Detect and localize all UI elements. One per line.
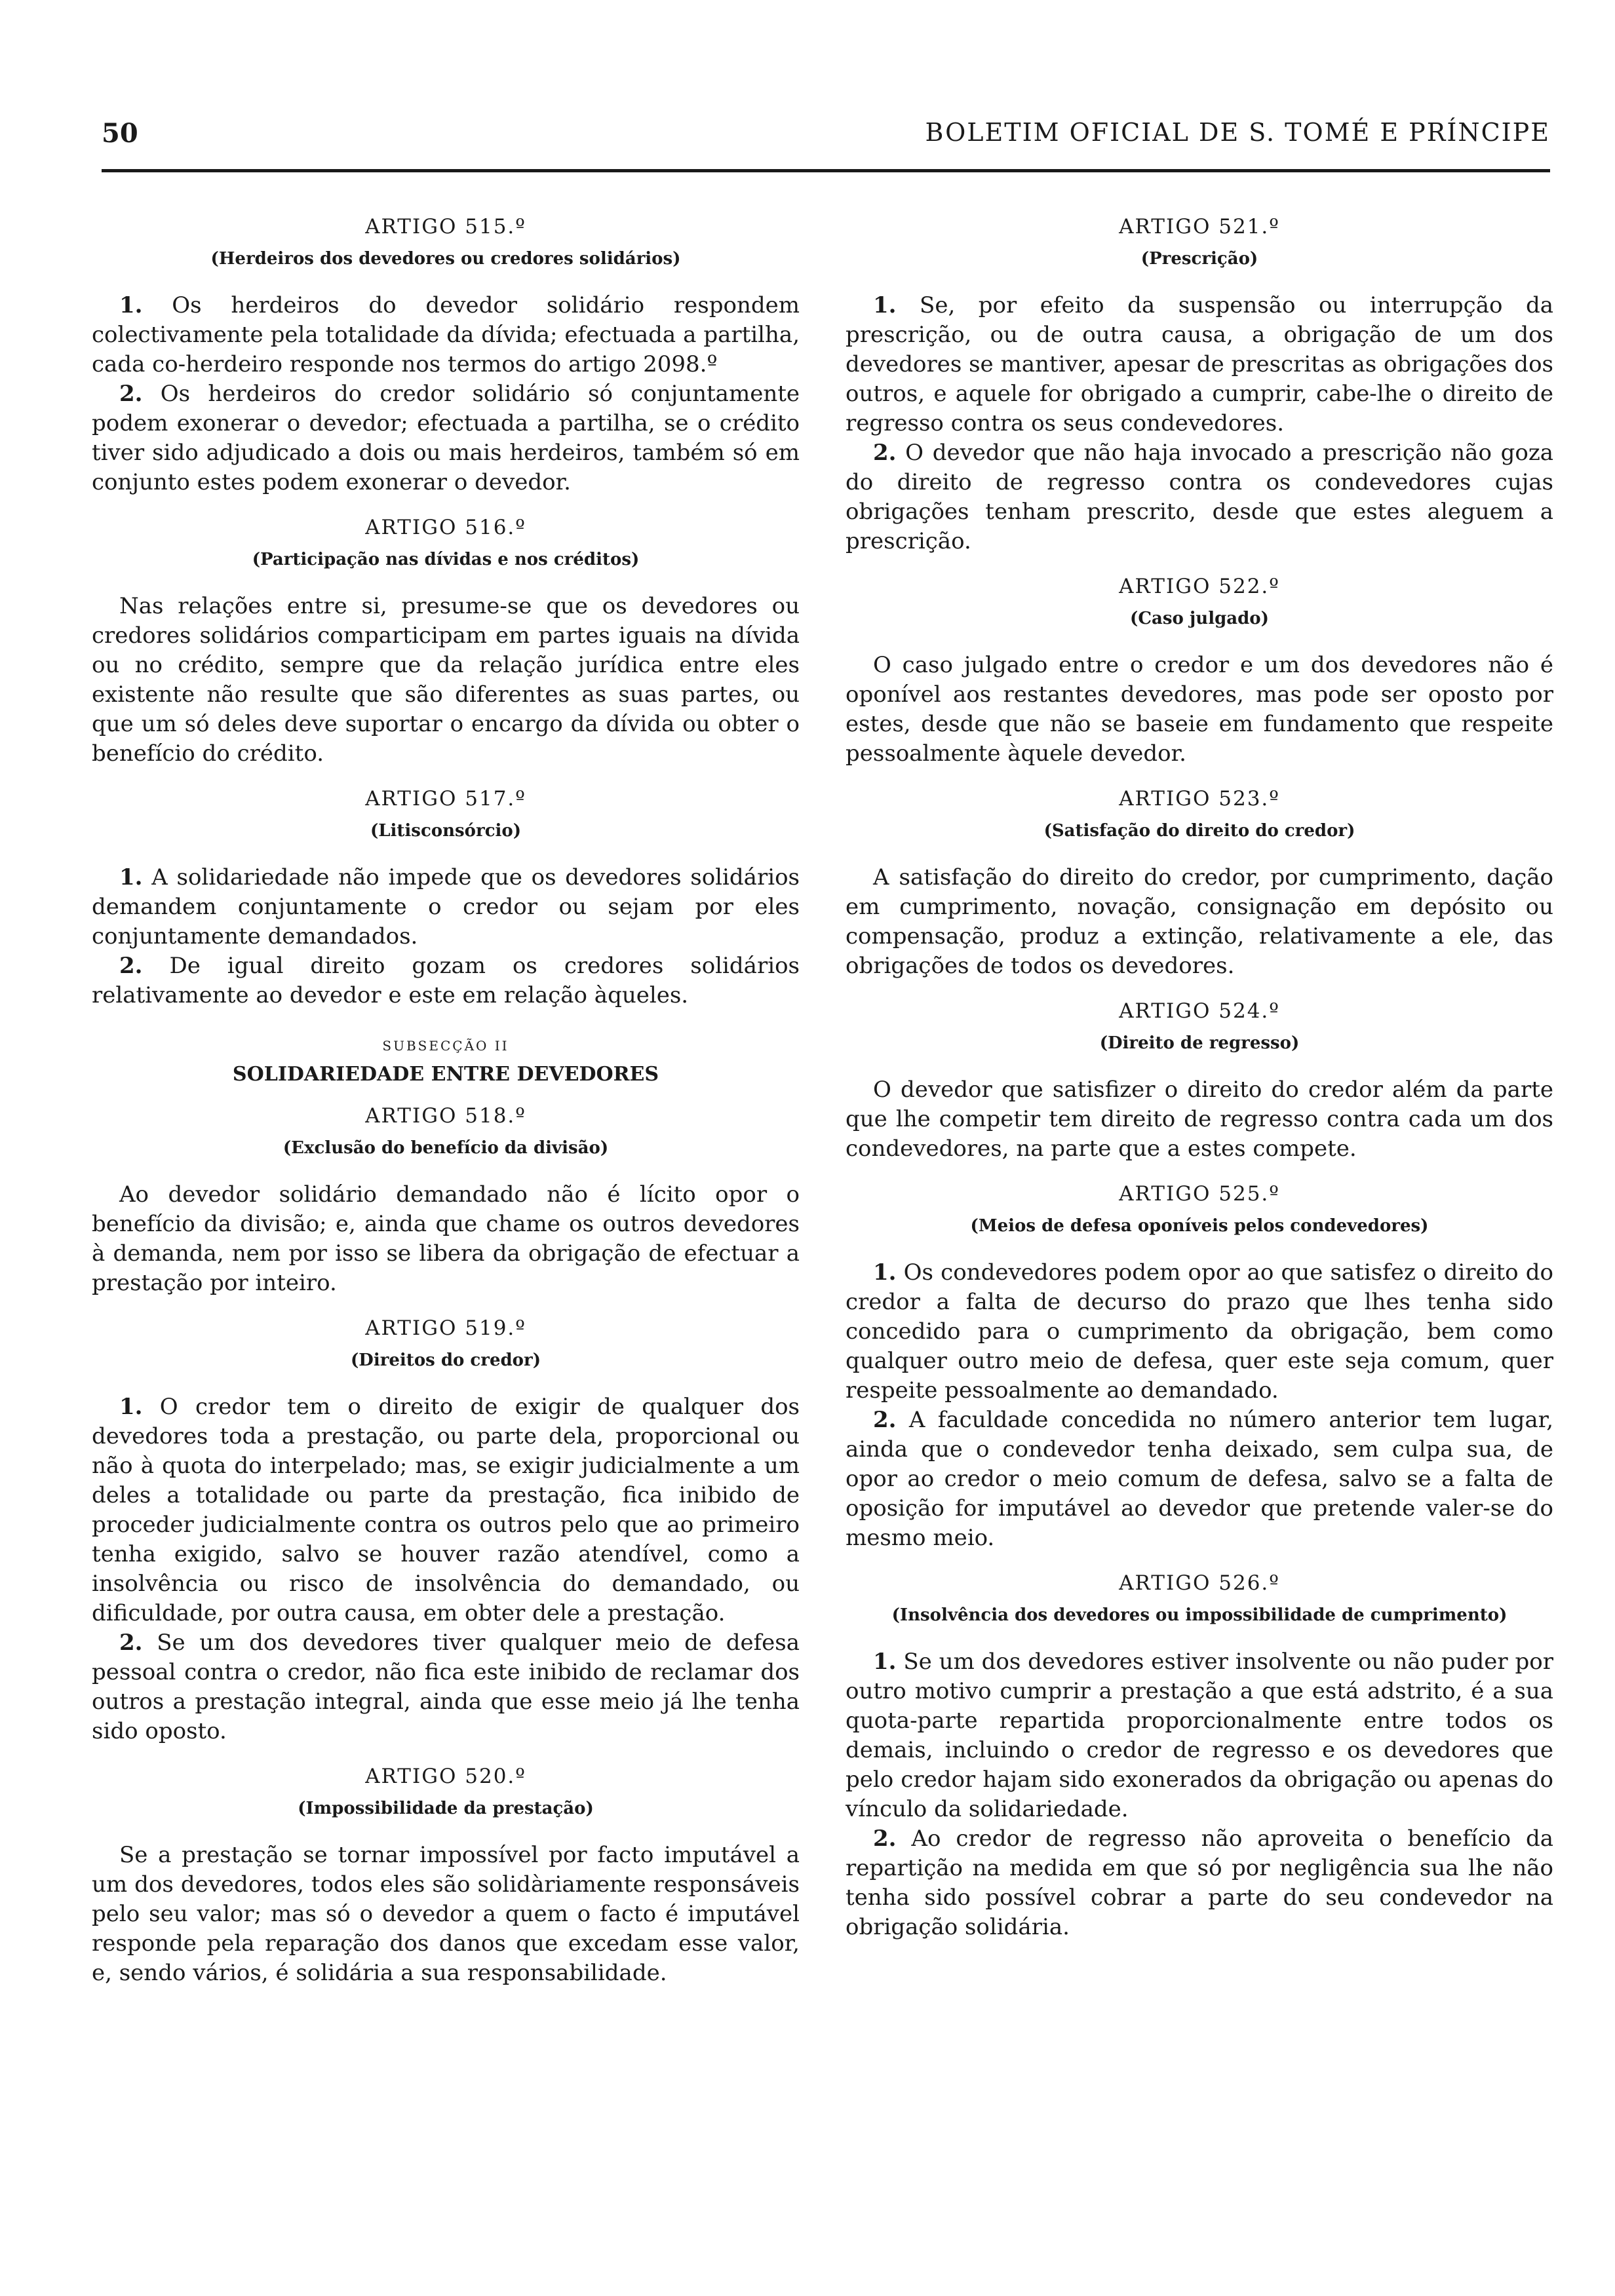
article-paragraph <box>92 1180 800 1298</box>
article-title: ARTIGO 518.º <box>365 1104 526 1128</box>
paragraph-text: Ao devedor solidário demandado não é lícito opor o benefício da divisão; e, ainda que chame os outros devedores à demanda, nem por isso se libera da obrigação de efectuar a prestação por inteiro. <box>92 1181 800 1296</box>
paragraph-number: 2. <box>119 953 143 979</box>
article-title: ARTIGO 525.º <box>1119 1182 1280 1206</box>
article-caption: (Prescrição) <box>1140 249 1258 269</box>
paragraph-number: 1. <box>873 292 897 318</box>
paragraph-text: Ao credor de regresso não aproveita o benefício da repartição na medida em que só por negligência sua lhe não tenha sido possível cobrar a parte do seu condevedor na obrigação solidária. <box>846 1826 1554 1940</box>
paragraph-number: 1. <box>119 1394 143 1420</box>
paragraph-text: Se a prestação se tornar impossível por facto imputável a um dos devedores, todos eles são solidàriamente responsáveis pelo seu valor; mas só o devedor a quem o facto é imputável responde pela reparação dos danos que excedam esse valor, e, sendo vários, é solidária a sua responsabilidade. <box>92 1842 800 1986</box>
subsection-title: SOLIDARIEDADE ENTRE DEVEDORES <box>232 1063 659 1086</box>
article-caption: (Satisfação do direito do credor) <box>1043 821 1355 841</box>
article-paragraph <box>846 1406 1553 1553</box>
article-block <box>92 1316 800 1746</box>
paragraph-number: 2. <box>873 1826 897 1852</box>
paragraph-text: Nas relações entre si, presume-se que os devedores ou credores solidários comparticipam em partes iguais na dívida ou no crédito, sempre que da relação jurídica entre eles existente não resulte que são diferentes as suas partes, ou que um só deles deve suportar o encargo da dívida ou obter o benefício do crédito. <box>92 593 800 767</box>
article-title: ARTIGO 520.º <box>365 1765 526 1788</box>
article-paragraph <box>92 291 800 379</box>
article-title: ARTIGO 522.º <box>1119 575 1280 598</box>
paragraph-text: O credor tem o direito de exigir de qualquer dos devedores toda a prestação, ou parte dela, proporcional ou não à quota do interpelado; mas, se exigir judicialmente a um deles a totalidade ou parte da prestação, fica inibido de proceder judicialmente contra os outros pelo que ao primeiro tenha exigido, salvo se houver razão atendível, como a insolvência ou risco de insolvência do demandado, ou dificuldade, por outra causa, em obter dele a prestação. <box>92 1394 800 1626</box>
article-paragraph <box>846 651 1553 769</box>
running-title: BOLETIM OFICIAL DE S. TOMÉ E PRÍNCIPE <box>925 118 1550 147</box>
article-caption: (Exclusão do benefício da divisão) <box>282 1138 609 1158</box>
article-paragraph <box>92 379 800 497</box>
paragraph-number: 2. <box>873 440 897 466</box>
right-column <box>846 197 1553 1942</box>
paragraph-number: 1. <box>873 1259 897 1286</box>
paragraph-number: 2. <box>119 381 143 407</box>
article-caption: (Impossibilidade da prestação) <box>298 1799 594 1818</box>
article-title: ARTIGO 523.º <box>1119 787 1280 811</box>
article-caption: (Meios de defesa oponíveis pelos condevedores) <box>970 1216 1429 1236</box>
article-caption: (Insolvência dos devedores ou impossibilidade de cumprimento) <box>891 1605 1508 1625</box>
paragraph-text: Se, por efeito da suspensão ou interrupção da prescrição, ou de outra causa, a obrigação de um dos devedores se mantiver, apesar de prescritas as obrigações dos outros, e aquele for obrigado a cumprir, cabe-lhe o direito de regresso contra os seus condevedores. <box>846 292 1553 436</box>
article-paragraph <box>846 1824 1553 1942</box>
article-paragraph <box>846 1075 1553 1164</box>
article-paragraph <box>92 1841 800 1988</box>
article-caption: (Caso julgado) <box>1130 609 1269 628</box>
paragraph-text: O devedor que satisfizer o direito do credor além da parte que lhe competir tem direito de regresso contra cada um dos condevedores, na parte que a estes compete. <box>846 1077 1553 1162</box>
paragraph-number: 2. <box>873 1407 897 1433</box>
article-paragraph <box>92 1628 800 1746</box>
article-title: ARTIGO 516.º <box>365 516 526 539</box>
paragraph-text: O devedor que não haja invocado a prescrição não goza do direito de regresso contra os condevedores cujas obrigações tenham prescrito, desde que estes aleguem a prescrição. <box>846 440 1553 554</box>
header-rule <box>102 169 1550 172</box>
article-title: ARTIGO 521.º <box>1119 215 1280 239</box>
article-block <box>92 1765 800 1988</box>
article-caption: (Participação nas dívidas e nos créditos) <box>252 550 640 569</box>
article-title: ARTIGO 517.º <box>365 787 526 811</box>
article-block <box>92 787 800 1010</box>
paragraph-text: Se um dos devedores tiver qualquer meio de defesa pessoal contra o credor, não fica este inibido de reclamar dos outros a prestação integral, ainda que esse meio já lhe tenha sido oposto. <box>92 1630 800 1744</box>
paragraph-text: Se um dos devedores estiver insolvente ou não puder por outro motivo cumprir a prestação a que está adstrito, é a sua quota-parte repartida proporcionalmente entre todos os demais, incluindo o credor de regresso e os devedores que pelo credor hajam sido exonerados da obrigação ou apenas do vínculo da solidariedade. <box>846 1649 1553 1822</box>
article-paragraph <box>92 592 800 769</box>
paragraph-text: O caso julgado entre o credor e um dos devedores não é oponível aos restantes devedores, mas pode ser oposto por estes, desde que não se baseie em fundamento que respeite pessoalmente àquele devedor. <box>846 652 1553 767</box>
paragraph-text: Os herdeiros do credor solidário só conjuntamente podem exonerar o devedor; efectuada a partilha, se o crédito tiver sido adjudicado a dois ou mais herdeiros, também só em conjunto estes podem exonerar o devedor. <box>92 381 800 495</box>
article-title: ARTIGO 515.º <box>365 215 526 239</box>
paragraph-text: De igual direito gozam os credores solidários relativamente ao devedor e este em relação àqueles. <box>92 953 800 1008</box>
paragraph-number: 1. <box>873 1649 897 1675</box>
article-caption: (Herdeiros dos devedores ou credores solidários) <box>210 249 681 269</box>
article-caption: (Litisconsórcio) <box>370 821 522 841</box>
paragraph-text: A satisfação do direito do credor, por cumprimento, dação em cumprimento, novação, consignação em depósito ou compensação, produz a extinção, relativamente a ele, das obrigações de todos os devedores. <box>846 864 1553 979</box>
article-title: ARTIGO 526.º <box>1119 1571 1280 1595</box>
article-paragraph <box>846 1258 1553 1406</box>
left-column <box>92 197 800 1988</box>
paragraph-text: Os condevedores podem opor ao que satisfez o direito do credor a falta de decurso do prazo que lhes tenha sido concedido para o cumprimento da obrigação, bem como qualquer outro meio de defesa, quer este seja comum, quer respeite pessoalmente ao demandado. <box>846 1259 1553 1404</box>
article-block <box>846 575 1553 769</box>
article-block <box>846 1571 1553 1942</box>
article-caption: (Direito de regresso) <box>1099 1033 1300 1053</box>
article-paragraph <box>846 863 1553 981</box>
article-block <box>92 215 800 497</box>
article-block <box>846 999 1553 1164</box>
article-paragraph <box>846 291 1553 438</box>
paragraph-text: A faculdade concedida no número anterior tem lugar, ainda que o condevedor tenha deixado, sem culpa sua, de opor ao credor o meio comum de defesa, salvo se a falta de oposição for imputável ao devedor que pretende valer-se do mesmo meio. <box>846 1407 1554 1551</box>
article-block <box>846 787 1553 981</box>
article-paragraph <box>92 863 800 951</box>
paragraph-number: 1. <box>119 292 143 318</box>
paragraph-text: Os herdeiros do devedor solidário respondem colectivamente pela totalidade da dívida; efectuada a partilha, cada co-herdeiro responde nos termos do artigo 2098.º <box>92 292 800 377</box>
page-header <box>102 118 1550 157</box>
article-block <box>846 215 1553 556</box>
article-paragraph <box>846 438 1553 556</box>
page-number: 50 <box>102 118 138 149</box>
subsection-label: SUBSECÇÃO II <box>382 1038 509 1054</box>
paragraph-text: A solidariedade não impede que os devedores solidários demandem conjuntamente o credor ou sejam por eles conjuntamente demandados. <box>92 864 800 949</box>
article-paragraph <box>92 1392 800 1628</box>
article-paragraph <box>92 951 800 1010</box>
paragraph-number: 2. <box>119 1630 143 1656</box>
article-title: ARTIGO 519.º <box>365 1316 526 1340</box>
paragraph-number: 1. <box>119 864 143 890</box>
article-block <box>92 1038 800 1298</box>
article-paragraph <box>846 1647 1553 1824</box>
article-block <box>846 1182 1553 1553</box>
article-caption: (Direitos do credor) <box>350 1350 541 1370</box>
article-block <box>92 516 800 769</box>
article-title: ARTIGO 524.º <box>1119 999 1280 1023</box>
